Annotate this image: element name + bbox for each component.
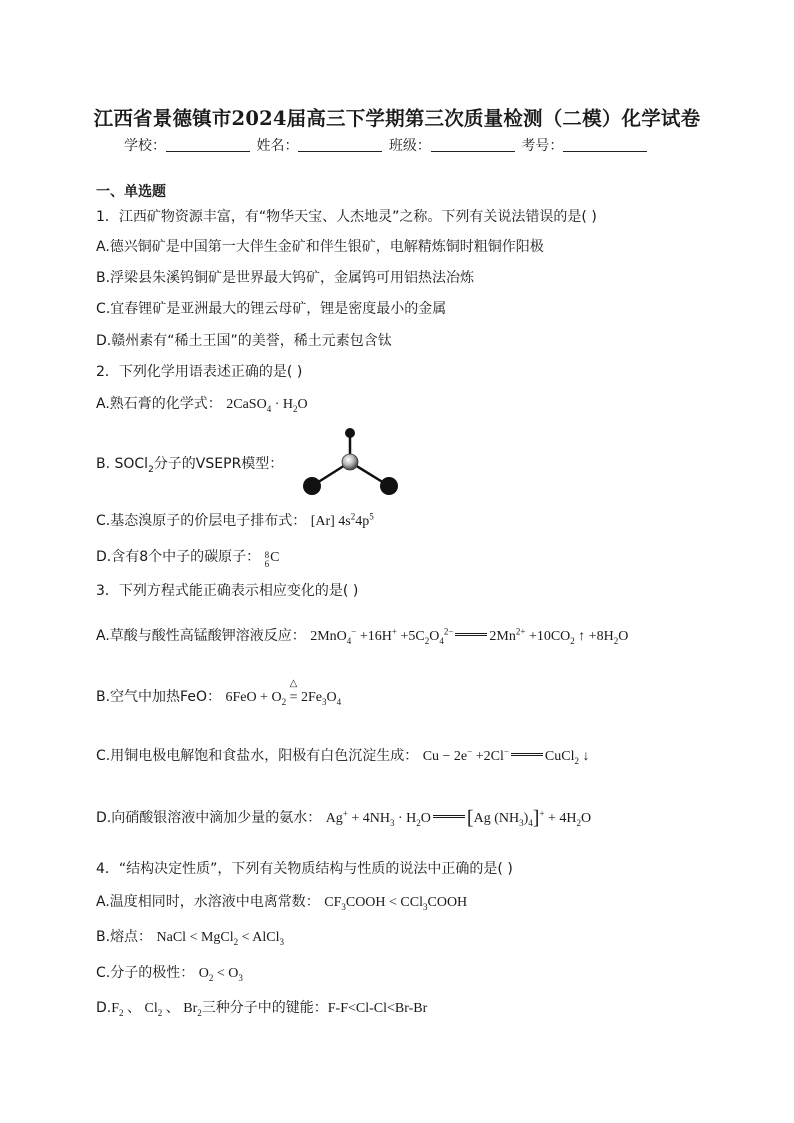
q3-b-equation: $6FeO + O_2$ △ = $2Fe_3O_4$ xyxy=(225,678,342,707)
q4-d-label: D. xyxy=(96,1000,112,1016)
number-label: 考号： xyxy=(521,138,564,154)
q3-b-label: B.空气中加热FeO： xyxy=(96,689,221,705)
q2-b-label: B. SOCl xyxy=(96,456,149,472)
number-blank xyxy=(563,137,647,152)
page-title: 江西省景德镇市2024届高三下学期第三次质量检测（二模）化学试卷 xyxy=(93,107,701,130)
q3-c-equation: Cu − 2e− +2Cl− CuCl$_2$ ↓ xyxy=(422,746,590,766)
q4-option-a xyxy=(96,891,467,911)
q4-d-molecules: $F_2$ 、 $Cl_2$ 、 $Br_2$ xyxy=(111,1001,202,1018)
q1-option-b: B.浮梁县朱溪钨铜矿是世界最大钨矿，金属钨可用铝热法冶炼 xyxy=(96,270,475,286)
q4-option-b xyxy=(96,926,284,946)
q2-option-a xyxy=(96,393,308,413)
q3-a-label: A.草酸与酸性高锰酸钾溶液反应： xyxy=(96,628,306,644)
q1-option-c: C.宜春锂矿是亚洲最大的锂云母矿，锂是密度最小的金属 xyxy=(96,301,447,317)
q2-a-formula: 2CaSO$_4$ · $H_2O$ xyxy=(226,397,308,414)
q2-d-isotope-numbers xyxy=(265,551,270,569)
q2-b-rest: 分子的VSEPR模型： xyxy=(153,456,284,472)
heat-symbol: △ xyxy=(289,678,298,689)
name-blank xyxy=(298,137,382,152)
q4-a-formula: $CF_3COOH$ < CCl$_3$COOH xyxy=(324,895,468,912)
school-blank xyxy=(166,137,250,152)
q3-option-c xyxy=(96,745,590,765)
q4-option-d xyxy=(96,997,427,1017)
q1-stem: 1．江西矿物资源丰富，有“物华天宝、人杰地灵”之称。下列有关说法错误的是( ) xyxy=(96,209,597,225)
class-label: 班级： xyxy=(388,138,431,154)
q3-option-d xyxy=(96,807,591,830)
q3-option-b xyxy=(96,678,342,707)
q4-b-formula: NaCl < MgCl$_2$ < AlCl$_3$ xyxy=(156,930,284,947)
q2-a-label: A.熟石膏的化学式： xyxy=(96,396,222,412)
q4-c-formula: $O_2 < O_3$ xyxy=(198,966,243,983)
q1-option-a: A.德兴铜矿是中国第一大伴生金矿和伴生银矿，电解精炼铜时粗铜作阳极 xyxy=(96,239,544,255)
q2-option-d xyxy=(96,546,279,569)
q2-d-label: D.含有8个中子的碳原子： xyxy=(96,549,261,565)
section-heading: 一、单选题 xyxy=(96,184,166,200)
name-label: 姓名： xyxy=(256,138,299,154)
q3-a-equation: $2MnO_4^- +16H^+ +5C_2O_4^{2-}$ $2Mn^{2+} +10CO_2$ ↑ $+8H_2O$ xyxy=(310,626,629,646)
class-blank xyxy=(431,137,515,152)
q1-option-d: D.赣州素有“稀土王国”的美誉，稀土元素包含钛 xyxy=(96,333,392,349)
q4-b-label: B.熔点： xyxy=(96,929,153,945)
q2-option-c xyxy=(96,510,374,530)
q2-d-atomic-number: 6 xyxy=(264,559,270,569)
q2-c-label: C.基态溴原子的价层电子排布式： xyxy=(96,513,307,529)
student-info-line xyxy=(124,135,649,155)
q2-d-mass-number: 8 xyxy=(264,550,270,560)
q4-stem: 4．“结构决定性质”，下列有关物质结构与性质的说法中正确的是( ) xyxy=(96,861,513,877)
q2-c-formula: [Ar] $4s^24p^5$ xyxy=(310,511,374,529)
q2-option-b: B. SOCl$_2$分子的VSEPR模型： xyxy=(96,456,284,475)
q3-stem: 3．下列方程式能正确表示相应变化的是( ) xyxy=(96,583,359,599)
q4-a-label: A.温度相同时，水溶液中电离常数： xyxy=(96,894,320,910)
q3-d-equation: $Ag^+ + 4NH_3 \cdot H_2O$ [Ag $(NH_3)_4]^+ + 4H_2O$ xyxy=(325,807,592,829)
q2-stem: 2．下列化学用语表述正确的是( ) xyxy=(96,364,303,380)
vsepr-model-image xyxy=(298,426,404,498)
q3-option-a xyxy=(96,625,628,645)
q4-d-rest: 三种分子中的键能：F-F<Cl-Cl<Br-Br xyxy=(201,1001,428,1016)
q4-option-c xyxy=(96,962,243,982)
q3-c-label: C.用铜电极电解饱和食盐水，阳极有白色沉淀生成： xyxy=(96,748,419,764)
q2-d-symbol: C xyxy=(270,550,280,565)
school-label: 学校： xyxy=(124,138,166,154)
q4-c-label: C.分子的极性： xyxy=(96,965,195,981)
q3-d-label: D.向硝酸银溶液中滴加少量的氨水： xyxy=(96,810,322,826)
